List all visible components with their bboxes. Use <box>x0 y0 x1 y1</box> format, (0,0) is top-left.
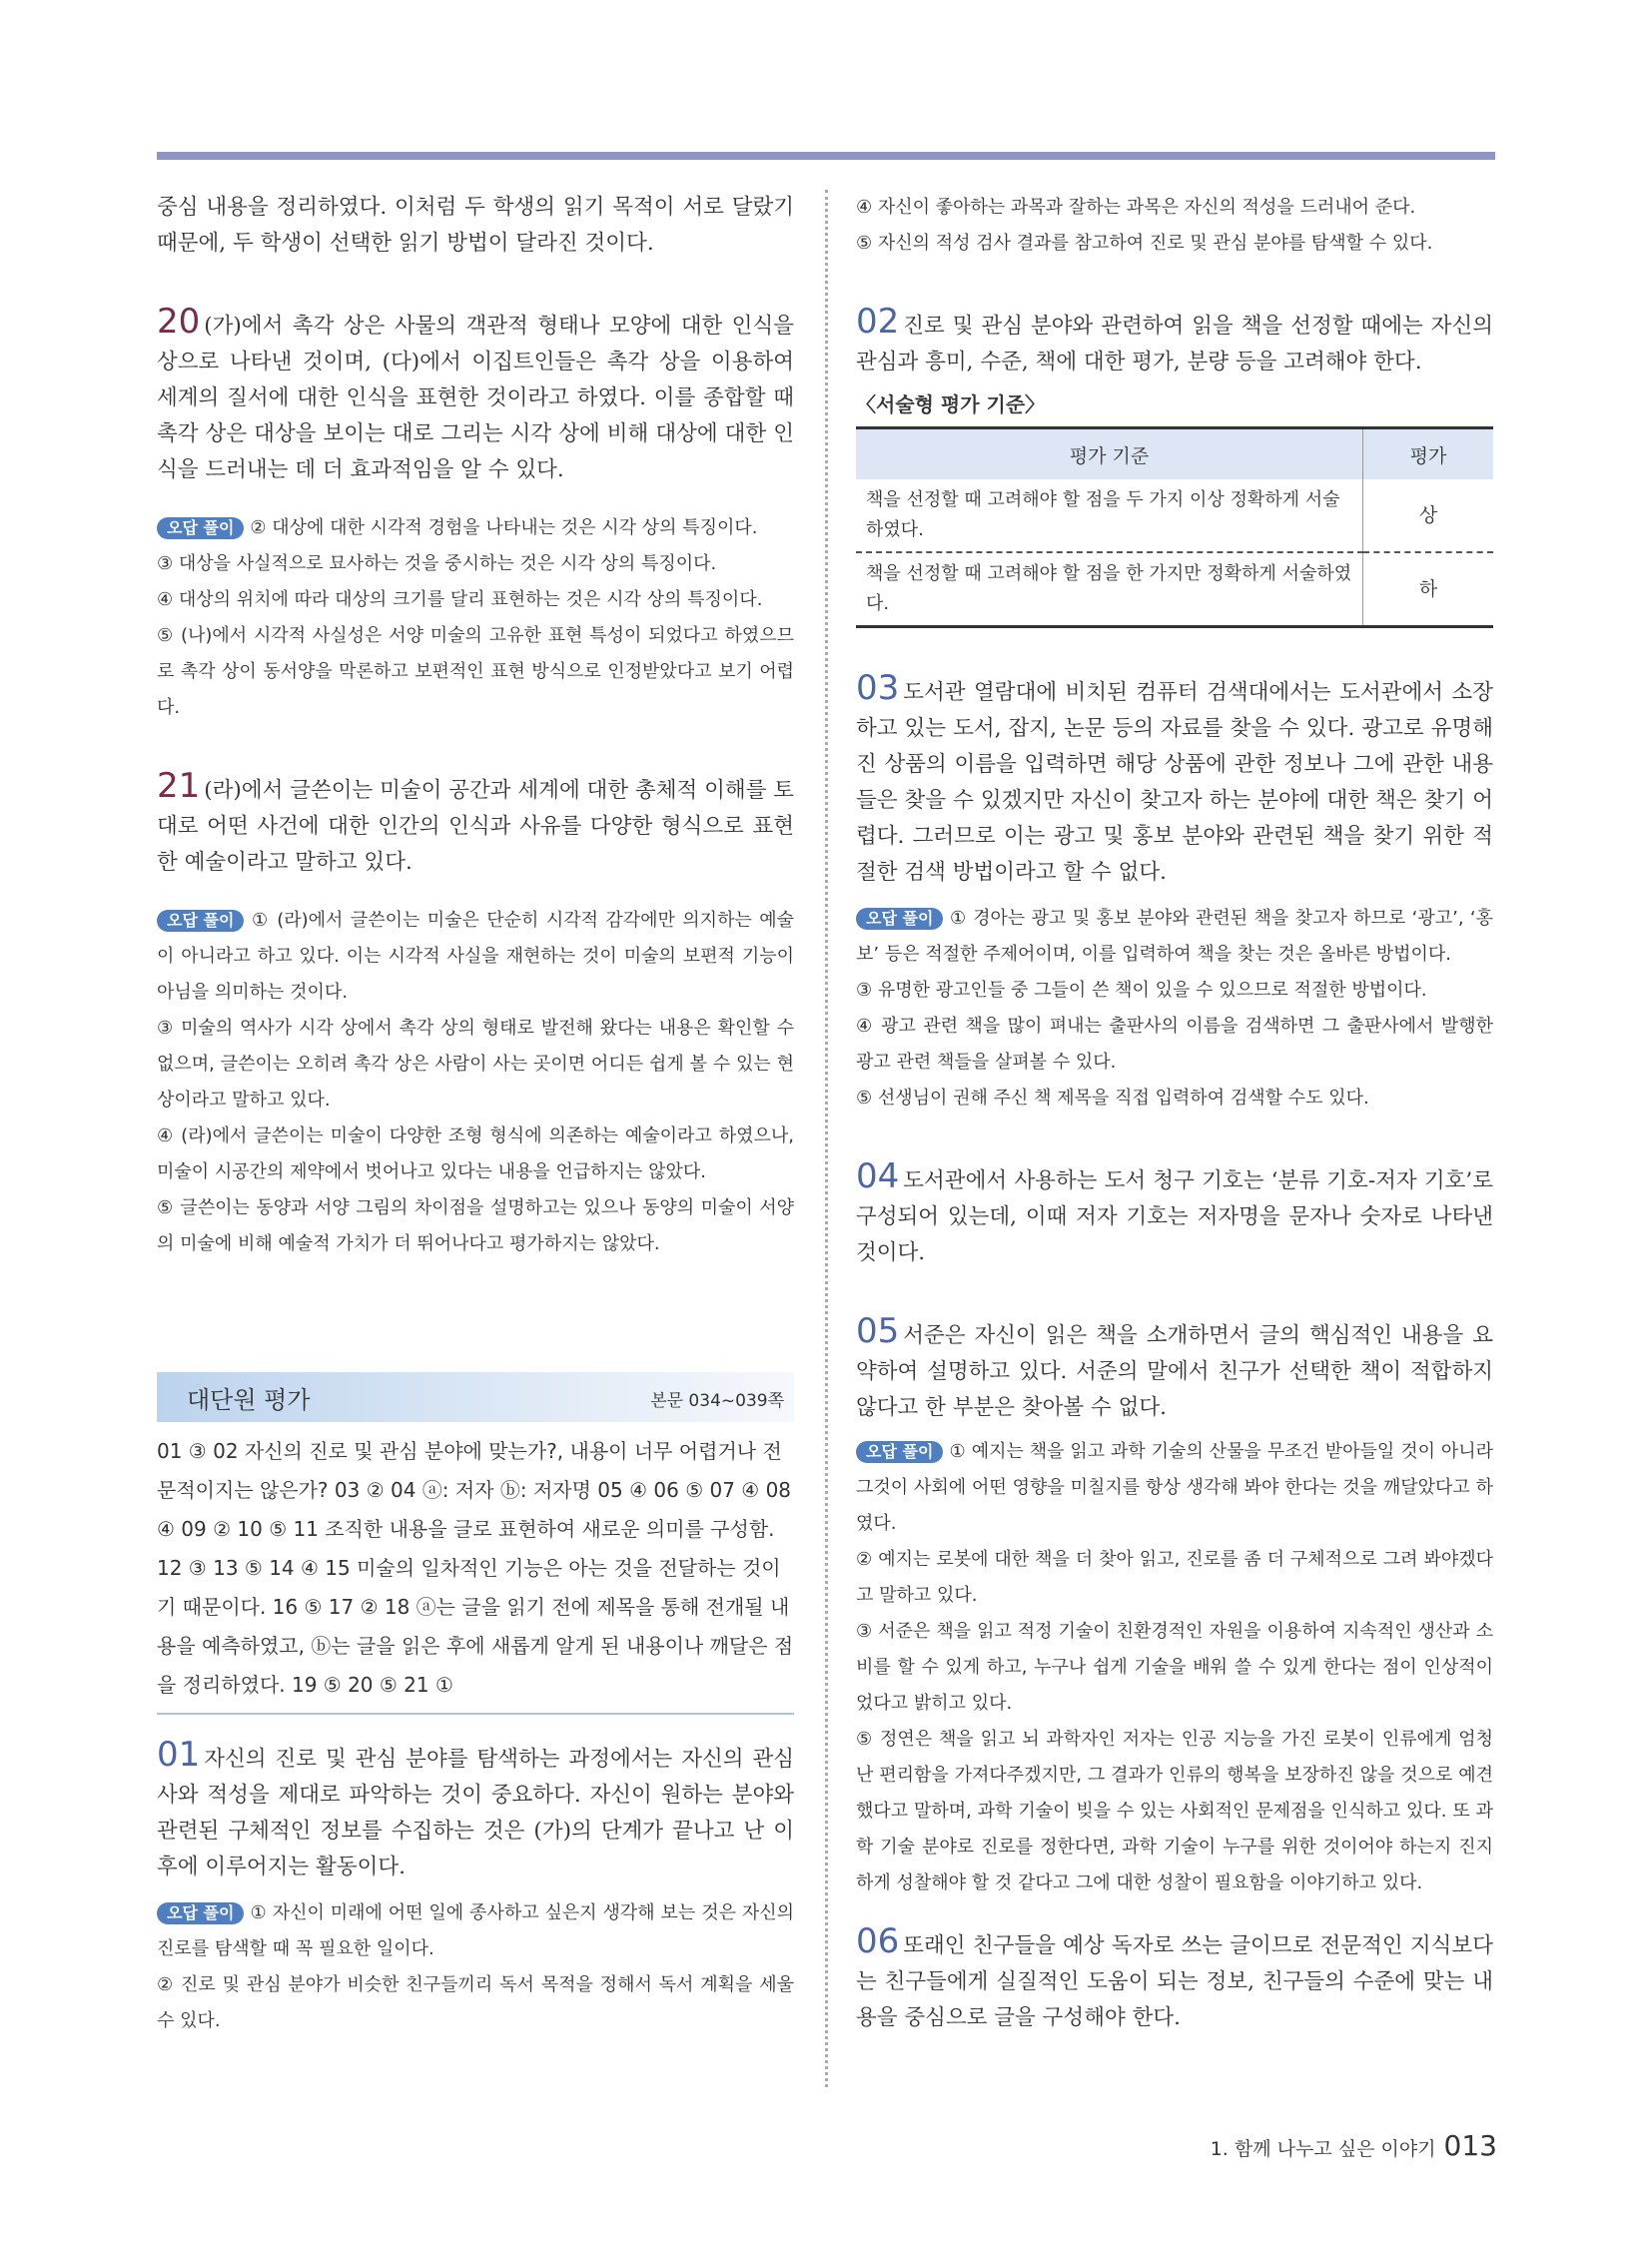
q20-explanation <box>157 304 794 488</box>
q01-note-2: ② 진로 및 관심 분야가 비슷한 친구들끼리 독서 목적을 정해서 독서 계획을 세울 수 있다. <box>157 1974 794 2031</box>
grade-cell: 하 <box>1363 552 1494 627</box>
table-row <box>856 552 1493 627</box>
unit-title: 대단원 평가 <box>187 1386 311 1414</box>
q21-text: (라)에서 글쓴이는 미술이 공간과 세계에 대한 총체적 이해를 토대로 어떤 사건에 대한 인간의 인식과 사유를 다양한 형식으로 표현한 예술이라고 말하고 있다. <box>157 778 794 875</box>
q21-note-2: ③ 미술의 역사가 시각 상에서 촉각 상의 형태로 발전해 왔다는 내용은 확인할 수 없으며, 글쓴이는 오히려 촉각 상은 사람이 사는 곳이면 어디든 쉽게 볼 수 있는 현상이라고 말하고 있다. <box>157 1018 794 1111</box>
wrong-answer-badge: 오답 풀이 <box>157 1902 244 1924</box>
q01-note-4: ④ 자신이 좋아하는 과목과 잘하는 과목은 자신의 적성을 드러내어 준다. <box>856 197 1416 218</box>
q04-explanation <box>856 1158 1493 1271</box>
q20-note-3: ④ 대상의 위치에 따라 대상의 크기를 달리 표현하는 것은 시각 상의 특징이다. <box>157 589 763 610</box>
unit-page-ref: 본문 034~039쪽 <box>650 1391 784 1411</box>
q05-note-2: ② 예지는 로봇에 대한 책을 더 찾아 읽고, 진로를 좀 더 구체적으로 그려 봐야겠다고 말하고 있다. <box>856 1549 1493 1606</box>
unit-assessment-header <box>157 1372 794 1422</box>
q05-note-1: 오답 풀이 ① 예지는 책을 읽고 과학 기술의 산물을 무조건 받아들일 것이 아니라 그것이 사회에 어떤 영향을 미칠지를 항상 생각해 봐야 한다는 것을 깨달았다고 하였다. <box>856 1441 1493 1534</box>
criteria-table <box>856 426 1493 628</box>
wrong-answer-badge: 오답 풀이 <box>157 910 244 932</box>
q05-text: 서준은 자신이 읽은 책을 소개하면서 글의 핵심적인 내용을 요약하여 설명하고 있다. 서준의 말에서 친구가 선택한 책이 적합하지 않다고 한 부분은 찾아볼 수 없다. <box>856 1323 1493 1420</box>
q02-explanation <box>856 304 1493 380</box>
q04-number: 04 <box>856 1156 900 1196</box>
q01-explanation <box>157 1737 794 1885</box>
criteria-title: 〈서술형 평가 기준〉 <box>856 392 1046 416</box>
q20-note-1: 오답 풀이 ② 대상에 대한 시각적 경험을 나타내는 것은 시각 상의 특징이다. <box>157 510 794 546</box>
q06-explanation <box>856 1923 1493 2036</box>
q20-note-4: ⑤ (나)에서 시각적 사실성은 서양 미술의 고유한 표현 특성이 되었다고 하였으므로 촉각 상이 동서양을 막론하고 보편적인 표현 방식으로 인정받았다고 보기 어렵다. <box>157 625 794 718</box>
q20-number: 20 <box>157 302 201 342</box>
q21-note-4: ⑤ 글쓴이는 동양과 서양 그림의 차이점을 설명하고는 있으나 동양의 미술이 서양의 미술에 비해 예술적 가치가 더 뛰어나다고 평가하지는 않았다. <box>157 1197 794 1254</box>
q01-number: 01 <box>157 1735 201 1775</box>
grade-cell: 상 <box>1363 479 1494 552</box>
criteria-header: 평가 기준 <box>856 428 1363 480</box>
right-column <box>856 190 1493 2036</box>
criteria-cell: 책을 선정할 때 고려해야 할 점을 한 가지만 정확하게 서술하였다. <box>856 552 1363 627</box>
left-column <box>157 190 794 2039</box>
page-number: 013 <box>1443 2129 1497 2162</box>
q02-number: 02 <box>856 302 900 342</box>
q20-note-2: ③ 대상을 사실적으로 묘사하는 것을 중시하는 것은 시각 상의 특징이다. <box>157 553 717 574</box>
q01-note-1: 오답 풀이 ① 자신이 미래에 어떤 일에 종사하고 싶은지 생각해 보는 것은 자신의 진로를 탐색할 때 꼭 필요한 일이다. <box>157 1902 794 1959</box>
column-divider <box>825 190 828 2087</box>
wrong-answer-badge: 오답 풀이 <box>157 517 244 539</box>
q20-text: (가)에서 촉각 상은 사물의 객관적 형태나 모양에 대한 인식을 상으로 나타낸 것이며, (다)에서 이집트인들은 촉각 상을 이용하여 세계의 질서에 대한 인식을 표현한 것이라고 하였다. 이를 종합할 때 촉각 상은 대상을 보이는 대로 그리는 시각 상에 비해 대상에 대한 인식을 드러내는 데 더 효과적임을 알 수 있다. <box>157 314 794 482</box>
q05-note-4: ⑤ 정연은 책을 읽고 뇌 과학자인 저자는 인공 지능을 가진 로봇이 인류에게 엄청난 편리함을 가져다주겠지만, 그 결과가 인류의 행복을 보장하진 않을 것으로 예견했다고 말하며, 과학 기술이 빚을 수 있는 사회적인 문제점을 인식하고 있다. 또 과학 기술 분야로 진로를 정한다면, 과학 기술이 누구를 위한 것이어야 하는지 진지하게 성찰해야 할 것 같다고 그에 대한 성찰이 필요함을 이야기하고 있다. <box>856 1729 1493 1893</box>
grade-header: 평가 <box>1363 428 1494 480</box>
q03-text: 도서관 열람대에 비치된 컴퓨터 검색대에서는 도서관에서 소장하고 있는 도서, 잡지, 논문 등의 자료를 찾을 수 있다. 광고로 유명해진 상품의 이름을 입력하면 해당 상품에 관한 정보나 그에 관한 내용들은 찾을 수 있겠지만 자신이 찾고자 하는 분야에 대한 책은 찾기 어렵다. 그러므로 이는 광고 및 홍보 분야와 관련된 책을 찾기 위한 적절한 검색 방법이라고 할 수 없다. <box>856 680 1493 885</box>
answer-key: 01 ③ 02 자신의 진로 및 관심 분야에 맞는가?, 내용이 너무 어렵거나 전문적이지는 않은가? 03 ② 04 ⓐ: 저자 ⓑ: 저자명 05 ④ 06 ⑤ 07 ④ 08 ④ 09 ② 10 ⑤ 11 조직한 내용을 글로 표현하여 새로운 의미를 구성함. 12 ③ 13 ⑤ 14 ④ 15 미술의 일차적인 기능은 아는 것을 전달하는 것이기 때문이다. 16 ⑤ 17 ② 18 ⓐ는 글을 읽기 전에 제목을 통해 전개될 내용을 예측하였고, ⓑ는 글을 읽은 후에 새롭게 알게 된 내용이나 깨달은 점을 정리하였다. 19 ⑤ 20 ⑤ 21 ① <box>157 1439 794 1697</box>
page-footer <box>1211 2129 1497 2162</box>
q01-note-5: ⑤ 자신의 적성 검사 결과를 참고하여 진로 및 관심 분야를 탐색할 수 있다. <box>856 233 1433 254</box>
q21-note-3: ④ (라)에서 글쓴이는 미술이 다양한 조형 형식에 의존하는 예술이라고 하였으나, 미술이 시공간의 제약에서 벗어나고 있다는 내용을 언급하지는 않았다. <box>157 1125 794 1182</box>
q06-text: 또래인 친구들을 예상 독자로 쓰는 글이므로 전문적인 지식보다는 친구들에게 실질적인 도움이 되는 정보, 친구들의 수준에 맞는 내용을 중심으로 글을 구성해야 한다. <box>856 1933 1493 2030</box>
q03-note-1: 오답 풀이 ① 경아는 광고 및 홍보 분야와 관련된 책을 찾고자 하므로 ‘광고’, ‘홍보’ 등은 적절한 주제어이며, 이를 입력하여 책을 찾는 것은 올바른 방법이다. <box>856 908 1493 965</box>
q04-text: 도서관에서 사용하는 도서 청구 기호는 ‘분류 기호-저자 기호’로 구성되어 있는데, 이때 저자 기호는 저자명을 문자나 숫자로 나타낸 것이다. <box>856 1168 1493 1265</box>
top-rule <box>157 152 1495 160</box>
table-row <box>856 479 1493 552</box>
criteria-cell: 책을 선정할 때 고려해야 할 점을 두 가지 이상 정확하게 서술하였다. <box>856 479 1363 552</box>
q05-explanation <box>856 1313 1493 1426</box>
q03-note-2: ③ 유명한 광고인들 중 그들이 쓴 책이 있을 수 있으므로 적절한 방법이다. <box>856 980 1427 1001</box>
intro-text: 중심 내용을 정리하였다. 이처럼 두 학생의 읽기 목적이 서로 달랐기 때문에, 두 학생이 선택한 읽기 방법이 달라진 것이다. <box>157 195 794 256</box>
q02-text: 진로 및 관심 분야와 관련하여 읽을 책을 선정할 때에는 자신의 관심과 흥미, 수준, 책에 대한 평가, 분량 등을 고려해야 한다. <box>856 314 1493 374</box>
wrong-answer-badge: 오답 풀이 <box>856 908 943 930</box>
q05-note-3: ③ 서준은 책을 읽고 적정 기술이 친환경적인 자원을 이용하여 지속적인 생산과 소비를 할 수 있게 하고, 누구나 쉽게 기술을 배워 쓸 수 있게 한다는 점이 인상적이었다고 밝히고 있다. <box>856 1621 1493 1714</box>
q21-note-1: 오답 풀이 ① (라)에서 글쓴이는 미술은 단순히 시각적 감각에만 의지하는 예술이 아니라고 하고 있다. 이는 시각적 사실을 재현하는 것이 미술의 보편적 기능이 아님을 의미하는 것이다. <box>157 910 794 1003</box>
q03-note-4: ⑤ 선생님이 권해 주신 책 제목을 직접 입력하여 검색할 수도 있다. <box>856 1088 1369 1109</box>
q05-number: 05 <box>856 1311 900 1351</box>
chapter-title: 1. 함께 나누고 싶은 이야기 <box>1210 2138 1436 2160</box>
q21-number: 21 <box>157 766 201 806</box>
wrong-answer-badge: 오답 풀이 <box>856 1441 943 1463</box>
q03-note-3: ④ 광고 관련 책을 많이 펴내는 출판사의 이름을 검색하면 그 출판사에서 발행한 광고 관련 책들을 살펴볼 수 있다. <box>856 1016 1493 1073</box>
q03-number: 03 <box>856 668 900 708</box>
q06-number: 06 <box>856 1921 900 1961</box>
q01-text: 자신의 진로 및 관심 분야를 탐색하는 과정에서는 자신의 관심사와 적성을 제대로 파악하는 것이 중요하다. 자신이 원하는 분야와 관련된 구체적인 정보를 수집하는 것은 (가)의 단계가 끝나고 난 이후에 이루어지는 활동이다. <box>157 1747 794 1879</box>
q21-explanation <box>157 768 794 881</box>
q03-explanation <box>856 670 1493 891</box>
